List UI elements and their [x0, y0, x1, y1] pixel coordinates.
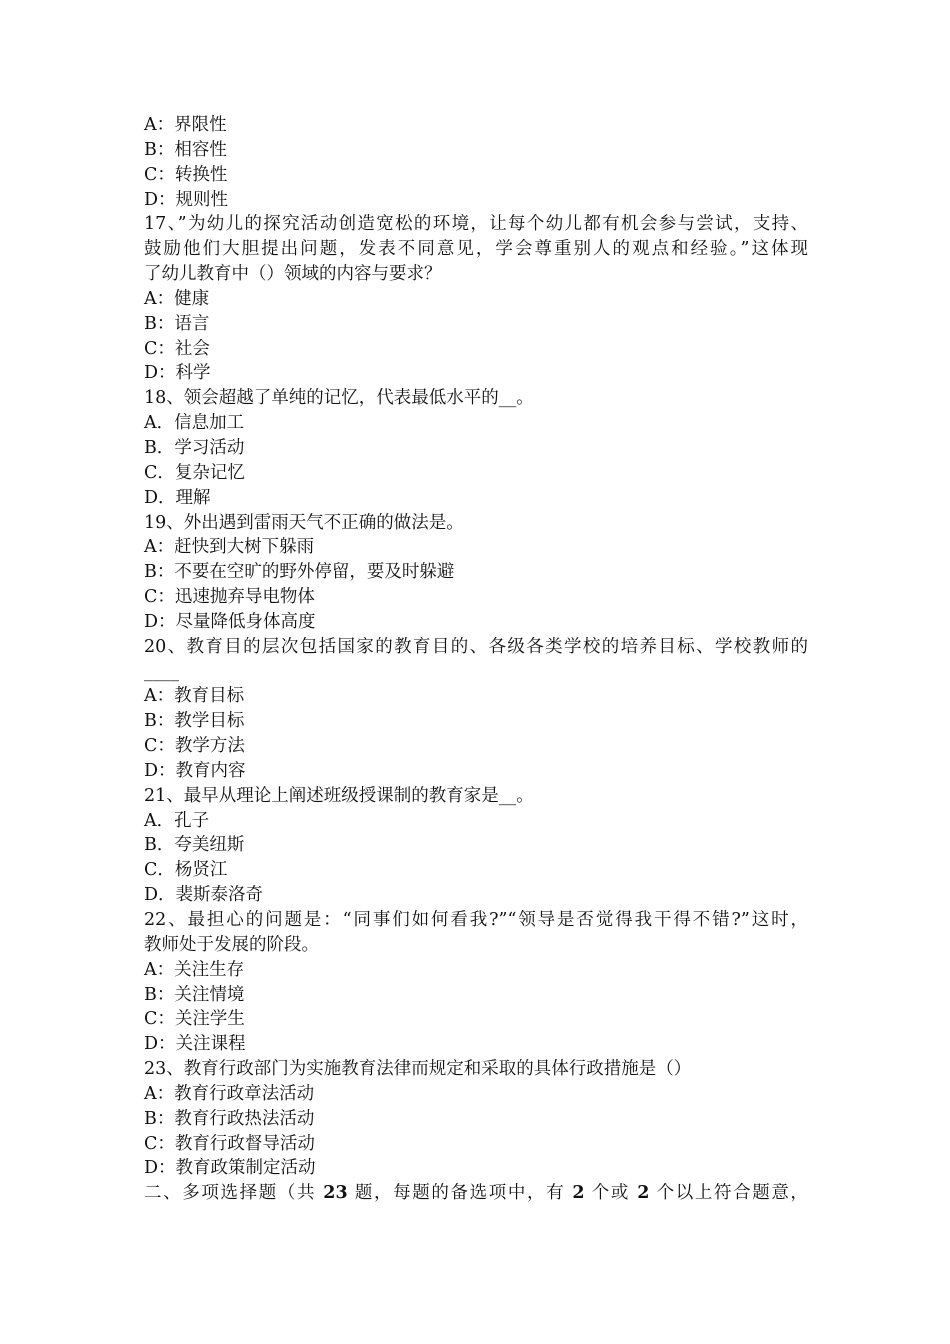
text-line: C：教育行政督导活动: [144, 1133, 315, 1154]
text-line: B．学习活动: [144, 437, 245, 458]
text-line: D．理解: [144, 487, 211, 508]
text-line: D：教育内容: [144, 760, 246, 781]
text-line: 23、教育行政部门为实施教育法律而规定和采取的具体行政措施是（）: [144, 1059, 692, 1080]
section-text-2: 题，每题的备选项中，有: [354, 1183, 566, 1204]
text-line: D：教育政策制定活动: [144, 1158, 316, 1179]
text-line: 鼓励他们大胆提出问题，发表不同意见，学会尊重别人的观点和经验。”这体现: [144, 239, 808, 260]
document-body: [144, 113, 808, 1206]
text-line: A：赶快到大树下躲雨: [144, 537, 315, 558]
section-min-count: 2: [572, 1183, 585, 1204]
text-line: 18、领会超越了单纯的记忆，代表最低水平的__。: [144, 388, 534, 409]
text-line: B：相容性: [144, 139, 227, 160]
text-line: B．夸美纽斯: [144, 835, 245, 856]
text-line: D：关注课程: [144, 1034, 246, 1055]
text-line: A：教育行政章法活动: [144, 1083, 315, 1104]
section-min-count-2: 2: [637, 1183, 650, 1204]
text-line: 教师处于发展的阶段。: [144, 934, 319, 955]
text-line: C：转换性: [144, 164, 228, 185]
text-line: D．裴斯泰洛奇: [144, 885, 264, 906]
section-heading-multiple-choice: [144, 1181, 808, 1206]
text-line: A：关注生存: [144, 959, 245, 980]
text-line: C．复杂记忆: [144, 462, 245, 483]
question-lines: [144, 113, 808, 1181]
text-line: 19、外出遇到雷雨天气不正确的做法是。: [144, 512, 464, 533]
text-line: A：健康: [144, 288, 210, 309]
text-line: B：教育行政热法活动: [144, 1108, 315, 1129]
text-line: C．杨贤江: [144, 860, 228, 881]
text-line: B：语言: [144, 313, 210, 334]
text-line: C：社会: [144, 338, 210, 359]
text-line: C：教学方法: [144, 736, 245, 757]
text-line: A：教育目标: [144, 686, 245, 707]
text-line: D：科学: [144, 363, 211, 384]
text-line: D：规则性: [144, 189, 229, 210]
text-line: 22、最担心的问题是：“同事们如何看我?”“领导是否觉得我干得不错?”这时，: [144, 910, 808, 930]
section-text-4: 个以上符合题意，: [656, 1183, 808, 1204]
text-line: B：教学目标: [144, 711, 245, 732]
text-line: A：界限性: [144, 115, 227, 135]
text-line: 了幼儿教育中（）领域的内容与要求？: [144, 264, 442, 285]
text-line: C：迅速抛弃导电物体: [144, 587, 315, 608]
section-count: 23: [323, 1183, 348, 1204]
text-line: B：关注情境: [144, 984, 245, 1005]
text-line: A．孔子: [144, 810, 210, 831]
text-line: 17、”为幼儿的探究活动创造宽松的环境，让每个幼儿都有机会参与尝试，支持、: [144, 214, 808, 235]
text-line: C：关注学生: [144, 1009, 245, 1030]
text-line: B：不要在空旷的野外停留，要及时躲避: [144, 562, 455, 583]
text-line: 20、教育目的层次包括国家的教育目的、各级各类学校的培养目标、学校教师的: [144, 636, 808, 657]
text-line: D：尽量降低身体高度: [144, 611, 316, 632]
text-line: 21、最早从理论上阐述班级授课制的教育家是__。: [144, 785, 534, 806]
text-line: ____: [144, 661, 179, 682]
section-text-1: 二、多项选择题（共: [144, 1183, 317, 1204]
section-text-3: 个或: [591, 1183, 631, 1204]
text-line: A．信息加工: [144, 413, 245, 434]
